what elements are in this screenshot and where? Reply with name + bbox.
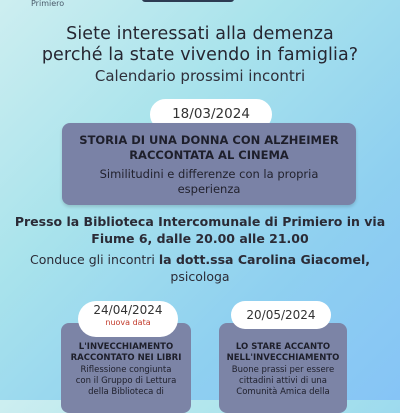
event2-desc-line-1: Riflessione congiunta [80, 365, 172, 375]
event1-desc-line-2: esperienza [177, 182, 241, 196]
location-line-1: Presso la Biblioteca Intercomunale di Primiero in via [14, 214, 386, 229]
conductor-line-1 [0, 251, 400, 268]
event2-date-pill [78, 301, 178, 337]
event3-description [219, 365, 347, 398]
event1-title [62, 133, 356, 163]
event2-title [61, 342, 191, 364]
event1-date-pill: 18/03/2024 [150, 99, 272, 130]
event1-description [62, 167, 356, 197]
event2-title-line-1: L'INVECCHIAMENTO [78, 342, 174, 352]
event1-desc-line-1: Similitudini e differenze con la propria [99, 167, 319, 181]
event3-desc-line-3: Comunità Amica della [236, 387, 330, 397]
event3-title-line-2: NELL'INVECCHIAMENTO [226, 353, 340, 363]
event2-new-date-badge: nuova data [105, 318, 151, 327]
event3-date-pill: 20/05/2024 [231, 301, 331, 329]
event2-date: 24/04/2024 [93, 303, 163, 317]
title-line-2: perché la state vivendo in famiglia? [41, 45, 359, 65]
event1-card [62, 123, 356, 205]
header-strip-text [150, 0, 222, 1]
event2-title-line-2: RACCONTATO NEI LIBRI [70, 353, 182, 363]
logo-text: Primiero [31, 0, 65, 8]
event2-desc-line-2: con il Gruppo di Lettura [75, 376, 177, 386]
conductor-prefix: Conduce gli incontri [30, 252, 159, 267]
event3-desc-line-2: cittadini attivi di una [239, 376, 327, 386]
page-subtitle: Calendario prossimi incontri [94, 67, 306, 85]
location-line-2: Fiume 6, dalle 20.00 alle 21.00 [91, 231, 309, 246]
page-title [0, 24, 400, 66]
conductor-info [0, 251, 400, 285]
top-bar [0, 0, 400, 14]
event3-title-line-1: LO STARE ACCANTO [235, 342, 331, 352]
event2-desc-line-3: della Biblioteca di [88, 387, 164, 397]
event2-description [61, 365, 191, 398]
location-info [0, 213, 400, 247]
event3-title [219, 342, 347, 364]
event3-desc-line-1: Buone prassi per essere [231, 365, 335, 375]
event1-title-line-2: RACCONTATA AL CINEMA [129, 148, 289, 162]
conductor-role: psicologa [170, 269, 230, 284]
event1-title-line-1: STORIA DI UNA DONNA CON ALZHEIMER [79, 133, 339, 147]
title-line-1: Siete interessati alla demenza [66, 24, 334, 44]
conductor-name: la dott.ssa Carolina Giacomel, [158, 252, 370, 267]
